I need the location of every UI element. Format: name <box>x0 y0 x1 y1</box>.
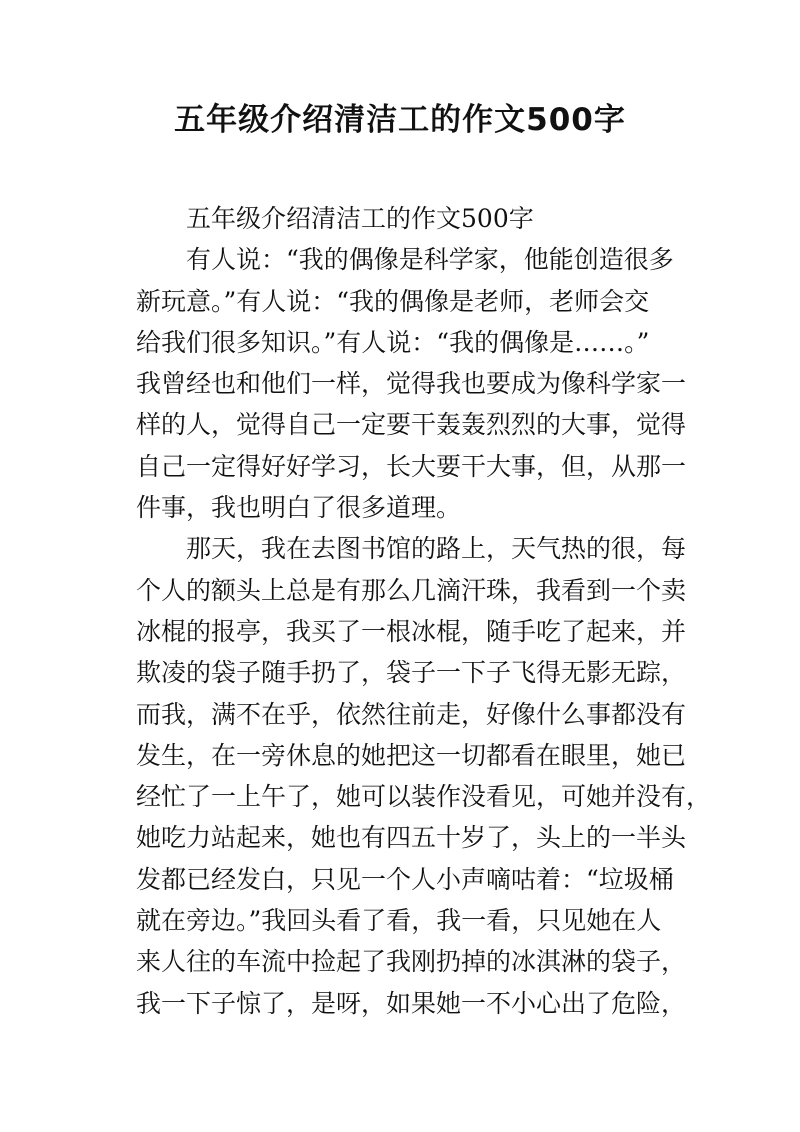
essay-line: 经忙了一上午了，她可以装作没看见，可她并没有， <box>136 782 712 812</box>
essay-line: 我曾经也和他们一样，觉得我也要成为像科学家一 <box>136 369 687 399</box>
essay-line: 五年级介绍清洁工的作文500字 <box>186 204 534 233</box>
essay-body <box>136 198 712 1024</box>
essay-line: 冰棍的报亭，我买了一根冰棍，随手吃了起来，并 <box>136 616 687 646</box>
essay-line: 个人的额头上总是有那么几滴汗珠，我看到一个卖 <box>136 575 687 605</box>
essay-line: 欺凌的袋子随手扔了，袋子一下子飞得无影无踪， <box>136 658 687 688</box>
essay-line: 件事，我也明白了很多道理。 <box>136 493 462 523</box>
page-title: 五年级介绍清洁工的作文500字 <box>174 102 626 138</box>
essay-line: 样的人，觉得自己一定要干轰轰烈烈的大事，觉得 <box>136 410 687 440</box>
essay-line: 发生，在一旁休息的她把这一切都看在眼里，她已 <box>136 740 687 770</box>
essay-line: 我一下子惊了，是呀，如果她一不小心出了危险， <box>136 988 687 1018</box>
essay-line: 有人说：“我的偶像是科学家，他能创造很多 <box>186 245 674 275</box>
essay-line: 而我，满不在乎，依然往前走，好像什么事都没有 <box>136 699 687 729</box>
essay-line: 来人往的车流中捡起了我刚扔掉的冰淇淋的袋子， <box>136 947 687 977</box>
essay-line: 就在旁边。”我回头看了看，我一看，只见她在人 <box>136 906 662 936</box>
essay-line: 自己一定得好好学习，长大要干大事，但，从那一 <box>136 451 687 481</box>
essay-line: 那天，我在去图书馆的路上，天气热的很，每 <box>186 534 687 564</box>
essay-line: 新玩意。”有人说：“我的偶像是老师，老师会交 <box>136 286 650 316</box>
essay-line: 发都已经发白，只见一个人小声嘀咕着：“垃圾桶 <box>136 864 674 894</box>
essay-line: 她吃力站起来，她也有四五十岁了，头上的一半头 <box>136 823 687 853</box>
essay-line: 给我们很多知识。”有人说：“我的偶像是……。” <box>136 327 650 357</box>
